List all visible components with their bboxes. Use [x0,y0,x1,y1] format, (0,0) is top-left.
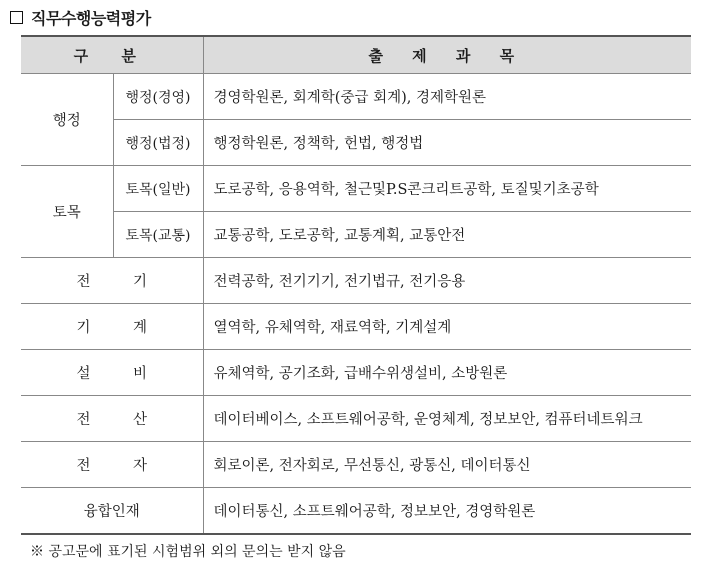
row-subjects: 회로이론, 전자회로, 무선통신, 광통신, 데이터통신 [203,442,691,488]
row-category: 토목 [21,166,113,258]
header-subjects: 출 제 과 목 [203,36,691,74]
row-category-label: 기 계 [76,320,148,336]
row-category [21,350,203,396]
row-subjects: 도로공학, 응용역학, 철근및P.S콘크리트공학, 토질및기초공학 [203,166,691,212]
row-subjects: 행정학원론, 정책학, 헌법, 행정법 [203,120,691,166]
row-category [21,396,203,442]
row-subcategory: 토목(일반) [113,166,203,212]
footnote: ※ 공고문에 표기된 시험범위 외의 문의는 받지 않음 [30,544,346,560]
row-category [21,304,203,350]
row-category-label: 전 자 [76,458,148,474]
row-subjects: 열역학, 유체역학, 재료역학, 기계설계 [203,304,691,350]
checkbox-square-icon [10,11,23,24]
row-subcategory: 행정(법정) [113,120,203,166]
table-row [21,304,691,350]
row-category [21,442,203,488]
row-category-label: 설 비 [76,366,148,382]
exam-subjects-table [21,35,691,535]
table-header-row [21,36,691,74]
row-subcategory: 토목(교통) [113,212,203,258]
section-title [10,6,151,29]
table-row [21,350,691,396]
table-row [21,396,691,442]
row-subjects: 데이터통신, 소프트웨어공학, 정보보안, 경영학원론 [203,488,691,535]
row-subjects: 유체역학, 공기조화, 급배수위생설비, 소방원론 [203,350,691,396]
row-subjects: 경영학원론, 회계학(중급 회계), 경제학원론 [203,74,691,120]
row-category-label: 전 산 [76,412,148,428]
table-row [21,166,691,212]
row-subjects: 교통공학, 도로공학, 교통계획, 교통안전 [203,212,691,258]
row-category: 행정 [21,74,113,166]
table-row [21,488,691,535]
table-row [21,212,691,258]
row-subcategory: 행정(경영) [113,74,203,120]
row-category [21,258,203,304]
row-subjects: 전력공학, 전기기기, 전기법규, 전기응용 [203,258,691,304]
row-category-label: 전 기 [76,274,148,290]
table-row [21,442,691,488]
header-category: 구 분 [21,36,203,74]
table-row [21,120,691,166]
table-row [21,74,691,120]
section-title-text: 직무수행능력평가 [31,9,151,28]
row-category: 융합인재 [21,488,203,535]
row-subjects: 데이터베이스, 소프트웨어공학, 운영체계, 정보보안, 컴퓨터네트워크 [203,396,691,442]
table-row [21,258,691,304]
